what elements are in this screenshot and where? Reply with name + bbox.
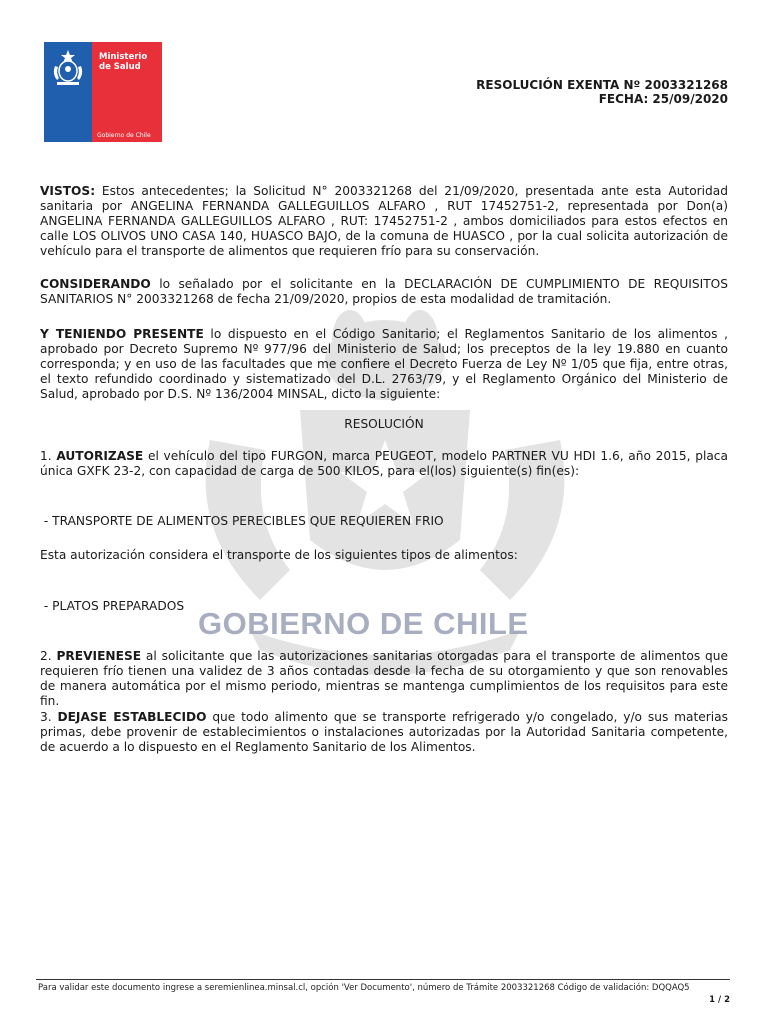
considerando-label: CONSIDERANDO [40,277,151,291]
resolucion-title: RESOLUCIÓN [344,417,424,431]
considerando-paragraph [40,277,728,307]
watermark-text: GOBIERNO DE CHILE [198,606,529,641]
previenese-text: al solicitante que las autorizaciones sanitarias otorgadas para el transporte de alimentos que requieren frío tienen una validez de 3 años contadas desde la fecha de su otorgamiento y que son renovables de manera automática por el mismo periodo, mientras se mantenga cumplimientos de los requisitos para este fin. [40,649,728,708]
resolution-number: RESOLUCIÓN EXENTA Nº 2003321268 [476,78,728,92]
fin-list-item: - TRANSPORTE DE ALIMENTOS PERECIBLES QUE REQUIEREN FRIO [40,514,444,528]
autorizacion-text: Esta autorización considera el transporte de los siguientes tipos de alimentos: [40,548,518,562]
dejase-text: que todo alimento que se transporte refrigerado y/o congelado, y/o sus materias primas, debe provenir de establecimientos o instalaciones autorizadas por la Autoridad Sanitaria competente, de acuerdo a lo dispuesto en el Reglamento Sanitario de los Alimentos. [40,710,728,754]
vistos-text: Estos antecedentes; la Solicitud N° 2003321268 del 21/09/2020, presentada ante esta Autoridad sanitaria por ANGELINA FERNANDA GALLEGUILLOS ALFARO , RUT 17452751-2, representada por Don(a) ANGELINA FERNANDA GALLEGUILLOS ALFARO , RUT: 17452751-2 , ambos domiciliados para estos efectos en calle LOS OLIVOS UNO CASA 140, HUASCO BAJO, de la comuna de HUASCO , por la cual solicita autorización de vehículo para el transporte de alimentos que requieren frío para su conservación. [40,184,728,258]
footer-divider [36,979,730,980]
coat-of-arms-icon [49,48,87,88]
autorizase-label: AUTORIZASE [56,449,144,463]
dejase-label: DEJASE ESTABLECIDO [57,710,207,724]
resolution-date: FECHA: 25/09/2020 [598,92,728,106]
vistos-label: VISTOS: [40,184,96,198]
previenese-label: PREVIENESE [56,649,142,663]
dejase-paragraph [40,710,728,755]
previenese-paragraph [40,649,728,709]
autorizase-text: el vehículo del tipo FURGON, marca PEUGEOT, modelo PARTNER VU HDI 1.6, año 2015, placa única GXFK 23-2, con capacidad de carga de 500 KILOS, para el(los) siguiente(s) fin(es): [40,449,728,478]
autorizase-paragraph [40,449,728,479]
dejase-number: 3. [40,710,58,724]
teniendo-presente-label: Y TENIENDO PRESENTE [40,327,204,341]
teniendo-presente-text: lo dispuesto en el Código Sanitario; el Reglamentos Sanitario de los alimentos , aprobado por Decreto Supremo Nº 977/96 del Ministerio de Salud; los preceptos de la ley 19.880 en cuanto corresponda; y en uso de las facultades que me confiere el Decreto Fuerza de Ley Nº 1/05 que fija, entre otras, el texto refundido coordinado y sistematizado del D.L. 2763/79, y el Reglamento Orgánico del Ministerio de Salud, aprobado por D.S. Nº 136/2004 MINSAL, dicto la siguiente: [40,327,728,401]
vistos-paragraph [40,184,728,259]
teniendo-presente-paragraph [40,327,728,402]
logo-ministry-text: Ministerio de Salud [99,52,148,72]
ministerio-salud-logo [44,42,162,142]
alimento-list-item: - PLATOS PREPARADOS [40,599,185,613]
document-header [476,78,728,106]
page-number: 1 / 2 [709,995,730,1005]
validation-footer: Para validar este documento ingrese a seremienlinea.minsal.cl, opción 'Ver Documento', número de Trámite 2003321268 Código de validación: DQQAQ5 [38,983,690,993]
considerando-text: lo señalado por el solicitante en la DECLARACIÓN DE CUMPLIMIENTO DE REQUISITOS SANITARIOS N° 2003321268 de fecha 21/09/2020, propios de esta modalidad de tramitación. [40,277,728,306]
previenese-number: 2. [40,649,57,663]
autorizase-number: 1. [40,449,57,463]
logo-government-text: Gobierno de Chile [97,132,151,139]
